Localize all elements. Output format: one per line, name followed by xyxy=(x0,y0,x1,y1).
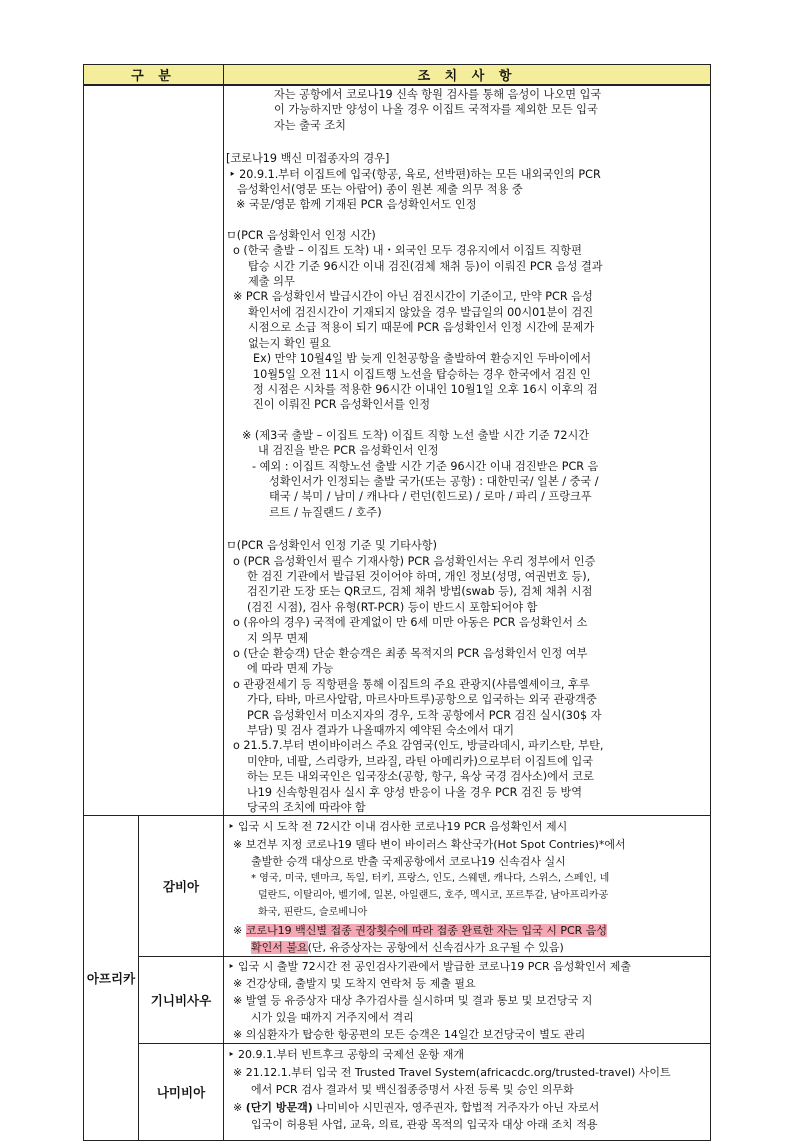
text-line: 자는 공항에서 코로나19 신속 항원 검사를 통해 음성이 나오면 입국 xyxy=(274,88,602,101)
text-line: ※ 의심환자가 탑승한 항공편의 모든 승객은 14일간 보건당국이 별도 관리 xyxy=(233,1028,586,1042)
text-line: ‣ 20.9.1.부터 빈트후크 공항의 국제선 운항 재개 xyxy=(228,1048,464,1062)
short-visit-line xyxy=(228,1099,707,1117)
text-line: 성확인서가 인정되는 출발 국가(또는 공항) : 대한민국/ 일본 / 중국 / xyxy=(269,474,599,488)
text-line: o 21.5.7.부터 변이바이러스 주요 감염국(인도, 방글라데시, 파키스탄, 부탄, xyxy=(233,739,604,753)
text-line: o (단순 환승객) 단순 환승객은 최종 목적지의 PCR 음성확인서 인정 여부 xyxy=(233,647,588,660)
country-list-line: * 영국, 미국, 덴마크, 독일, 터키, 프랑스, 인도, 스웨덴, 캐나다, 스위스, 스페인, 네 xyxy=(251,873,610,885)
country-list-line: 덜란드, 이탈리아, 벨기에, 일본, 아일랜드, 호주, 멕시코, 포르투갈, 남아프리카공 xyxy=(258,890,609,902)
gambia-row xyxy=(84,816,711,957)
text-line: 제출 의무 xyxy=(248,275,295,289)
egypt-measures-cell xyxy=(224,85,711,816)
text-line: (검진 시점), 검사 유형(RT-PCR) 등이 반드시 포함되어야 함 xyxy=(247,600,538,614)
text-line: 정 시점은 시차를 적용한 96시간 이내인 10월1일 오후 16시 이후의 검 xyxy=(253,382,598,396)
section-heading: [코로나19 백신 미접종자의 경우] xyxy=(226,152,390,166)
text-line: ※ PCR 음성확인서 발급시간이 아닌 검진시간이 기준이고, 만약 PCR 음성 xyxy=(233,290,593,304)
category-blank-cell xyxy=(84,85,224,816)
time-section xyxy=(224,228,706,413)
text-line: ※ 보건부 지정 코로나19 델타 변이 바이러스 확산국가(Hot Spot Contries)*에서 xyxy=(233,837,626,851)
text-line: ※ (제3국 출발 – 이집트 도착) 이집트 직항 노선 출발 시간 기준 72시간 xyxy=(242,428,590,442)
text-line: 입국이 허용된 사업, 교육, 의료, 관광 목적의 입국자 대상 아래 조치 적용 xyxy=(251,1118,598,1132)
text-line: 탑승 시간 기준 96시간 이내 검진(검체 채취 등)이 이뤄진 PCR 음성 결과 xyxy=(248,259,603,273)
text-line: ※ 21.12.1.부터 입국 전 Trusted Travel System(africacdc.org/trusted-travel) 사이트 xyxy=(233,1065,671,1079)
text-line: o (유아의 경우) 국적에 관계없이 만 6세 미만 아동은 PCR 음성확인서 소 xyxy=(233,616,588,630)
text-line: o (한국 출발 – 이집트 도착) 내・외국인 모두 경유지에서 이집트 직항편 xyxy=(233,244,582,258)
guinea-bissau-measures-cell xyxy=(224,957,711,1044)
text-line: ※ 건강상태, 출발지 및 도착지 연락처 등 제출 필요 xyxy=(233,977,476,991)
country-guinea-bissau: 기니비사우 xyxy=(139,957,224,1044)
text-line: PCR 음성확인서 미소지자의 경우, 도착 공항에서 PCR 검진 실시(30$ 자 xyxy=(247,708,602,722)
text-line: 음성확인서(영문 또는 아랍어) 종이 원본 제출 의무 적용 중 xyxy=(237,183,523,197)
text-line: 지 의무 면제 xyxy=(247,631,309,645)
unvaccinated-section xyxy=(224,151,706,213)
text-line: 태국 / 북미 / 남미 / 캐나다 / 런던(힌드로) / 로마 / 파리 / 프랑크푸 xyxy=(269,490,592,504)
short-visit-label: (단기 방문객) xyxy=(245,1100,313,1114)
text-line: 한 검진 기관에서 발급된 것이어야 하며, 개인 정보(성명, 여권번호 등), xyxy=(247,569,591,583)
text-line: 출발한 승객 대상으로 반출 국제공항에서 코로나19 신속검사 실시 xyxy=(251,854,566,868)
text-line: ‣ 입국 시 출발 72시간 전 공인검사기관에서 발급한 코로나19 PCR 음성확인서 제출 xyxy=(228,960,632,974)
namibia-measures-cell xyxy=(224,1044,711,1141)
country-namibia: 나미비아 xyxy=(139,1044,224,1141)
section-heading: ㅁ(PCR 음성확인서 인정 기준 및 기타사항) xyxy=(226,539,437,553)
text-line: ※ 발열 등 유증상자 대상 추가검사를 실시하며 및 결과 통보 및 보건당국 지 xyxy=(233,994,593,1008)
text-line: 없는지 확인 필요 xyxy=(248,336,331,350)
text-line: 확인서에 검진시간이 기재되지 않았을 경우 발급일의 00시01분이 검진 xyxy=(248,305,594,319)
measures-table xyxy=(83,64,711,1141)
text-line: 가다, 타바, 마르사알람, 마르사마트루)공항으로 입국하는 외국 관광객중 xyxy=(247,693,597,707)
egypt-continued-row xyxy=(84,85,711,816)
gambia-measures-cell xyxy=(224,816,711,957)
text-line: 시가 있을 때까지 거주지에서 격리 xyxy=(251,1011,414,1025)
highlighted-note: 확인서 불요 xyxy=(251,940,308,954)
text-line: ‣ 입국 시 도착 전 72시간 이내 검사한 코로나19 PCR 음성확인서 제시 xyxy=(228,820,568,834)
namibia-row xyxy=(84,1044,711,1141)
header-category: 구 분 xyxy=(84,65,224,86)
vaccine-note xyxy=(228,922,707,939)
section-heading: ㅁ(PCR 음성확인서 인정 시간) xyxy=(226,228,376,242)
guinea-bissau-row xyxy=(84,957,711,1044)
text-line: 하는 모든 내외국인은 입국장소(공항, 항구, 육상 국경 검사소)에서 코로 xyxy=(247,770,594,784)
vaccine-note-cont xyxy=(228,939,707,956)
note-prefix: ※ xyxy=(233,923,246,937)
text-line: ※ 국문/영문 함께 기재된 PCR 음성확인서도 인정 xyxy=(236,198,477,212)
text-line: 이 가능하지만 양성이 나올 경우 이집트 국적자를 제외한 모든 입국 xyxy=(274,103,598,117)
text-line: 미얀마, 네팔, 스리랑카, 브라질, 라틴 아메리카)으로부터 이집트에 입국 xyxy=(247,754,594,768)
header-row xyxy=(84,65,711,86)
text-line: 진이 이뤄진 PCR 음성확인서를 인정 xyxy=(253,398,431,412)
short-visit-text: 나미비아 시민권자, 영주권자, 합법적 거주자가 아닌 자로서 xyxy=(312,1100,600,1114)
text-line: ‣ 20.9.1.부터 이집트에 입국(항공, 육로, 선박편)하는 모든 내외국인의 PCR xyxy=(229,167,601,181)
cont-paragraph xyxy=(224,87,706,133)
text-line: 나19 신속항원검사 실시 후 양성 반응이 나올 경우 PCR 검진 등 방역 xyxy=(247,785,583,799)
text-line: 자는 출국 조치 xyxy=(274,118,346,132)
header-measures: 조 치 사 항 xyxy=(224,65,711,86)
text-line: 에 따라 면제 가능 xyxy=(247,662,334,676)
country-gambia: 감비아 xyxy=(139,816,224,957)
note-prefix: ※ xyxy=(233,1100,246,1114)
text-line: 검진기관 도장 또는 QR코드, 검체 채취 방법(swab 등), 검체 채취 시점 xyxy=(247,585,593,599)
text-line: 에서 PCR 검사 결과서 및 백신접종증명서 사전 등록 및 승인 의무화 xyxy=(251,1083,574,1097)
third-country-section xyxy=(224,428,706,520)
text-line: - 예외 : 이집트 직항노선 출발 시간 기준 96시간 이내 검진받은 PCR 음 xyxy=(252,459,599,473)
text-line: 내 검진을 받은 PCR 음성확인서 인정 xyxy=(258,444,439,458)
text-line: o 관광전세기 등 직항편을 통해 이집트의 주요 관광지(샤름엘셰이크, 후루 xyxy=(233,677,590,691)
criteria-section xyxy=(224,538,706,815)
note-tail: (단, 유증상자는 공항에서 신속검사가 요구될 수 있음) xyxy=(307,940,564,954)
region-cell: 아프리카 xyxy=(84,816,139,1141)
country-list-line: 화국, 핀란드, 슬로베니아 xyxy=(258,907,368,919)
text-line: 르트 / 뉴질랜드 / 호주) xyxy=(269,505,382,519)
text-line: Ex) 만약 10월4일 밤 늦게 인천공항을 출발하여 환승지인 두바이에서 xyxy=(253,352,592,366)
text-line: 시점으로 소급 적용이 되기 때문에 PCR 음성확인서 인정 시간에 문제가 xyxy=(248,321,595,335)
text-line: 10월5일 오전 11시 이집트행 노선을 탑승하는 경우 한국에서 검진 인 xyxy=(253,367,591,381)
text-line: 당국의 조치에 따라야 함 xyxy=(247,801,366,815)
text-line: o (PCR 음성확인서 필수 기재사항) PCR 음성확인서는 우리 정부에서 인증 xyxy=(233,554,596,568)
highlighted-note: 코로나19 백신별 접종 권장횟수에 따라 접종 완료한 자는 입국 시 PCR 음성 xyxy=(245,923,608,937)
text-line: 부담) 및 검사 결과가 나올때까지 예약된 숙소에서 대기 xyxy=(247,724,515,738)
